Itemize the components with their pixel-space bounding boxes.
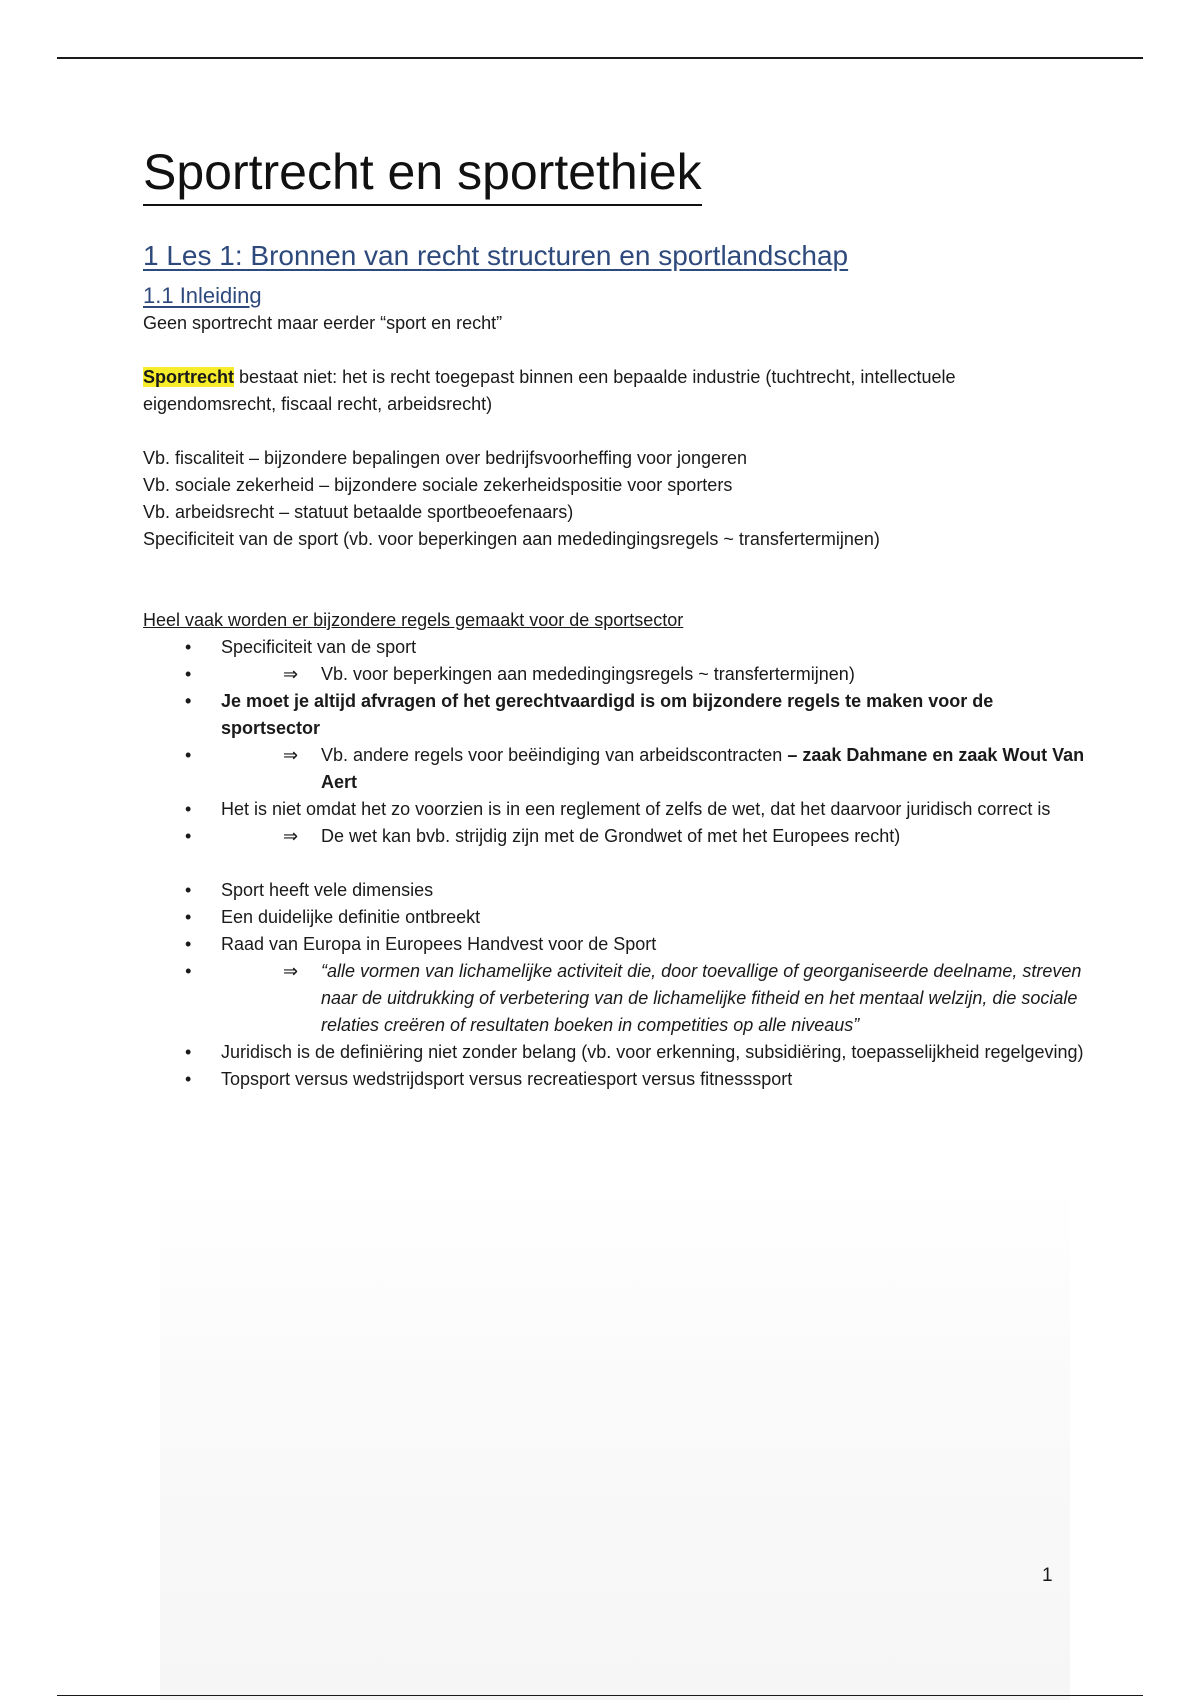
sportrecht-paragraph — [143, 364, 1093, 418]
list-item: • Topsport versus wedstrijdsport versus recreatiesport versus fitnesssport — [143, 1066, 1093, 1093]
section-heading: Heel vaak worden er bijzondere regels gemaakt voor de sportsector — [143, 610, 684, 630]
arrow-icon: • ⇒ — [283, 826, 299, 846]
top-rule — [57, 57, 1143, 59]
intro-line: Geen sportrecht maar eerder “sport en recht” — [143, 313, 503, 333]
bullet-list-definition — [143, 877, 1093, 1093]
sub-item-quote: • ⇒ “alle vormen van lichamelijke activiteit die, door toevallige of georganiseerde deelname, streven naar de uitdrukking of verbetering van de lichamelijke fitheid en het mentaal welzijn, die sociale relaties creëren of resultaten boeken in competities op alle niveaus” — [143, 958, 1093, 1039]
bottom-rule — [57, 1695, 1143, 1696]
arrow-icon: • ⇒ — [283, 664, 299, 684]
example-line: Specificiteit van de sport (vb. voor beperkingen aan mededingingsregels ~ transfertermijnen) — [143, 529, 880, 549]
document-page — [143, 140, 1093, 1093]
scan-shade — [160, 1180, 1070, 1700]
list-item: • Het is niet omdat het zo voorzien is in een reglement of zelfs de wet, dat het daarvoor juridisch correct is — [143, 796, 1093, 823]
list-item: • Een duidelijke definitie ontbreekt — [143, 904, 1093, 931]
arrow-icon: • ⇒ — [283, 745, 299, 765]
list-item: • Specificiteit van de sport — [143, 634, 1093, 661]
bullet-list-rules — [143, 634, 1093, 850]
paragraph-text: bestaat niet: het is recht toegepast binnen een bepaalde industrie (tuchtrecht, intellectuele eigendomsrecht, fiscaal recht, arbeidsrecht) — [143, 367, 956, 414]
list-item: • Je moet je altijd afvragen of het gerechtvaardigd is om bijzondere regels te maken voor de sportsector — [143, 688, 1093, 742]
heading-level-2: 1.1 Inleiding — [143, 283, 262, 308]
list-item: • Raad van Europa in Europees Handvest voor de Sport — [143, 931, 1093, 958]
sub-item: • ⇒ Vb. andere regels voor beëindiging van arbeidscontracten – zaak Dahmane en zaak Wout Van Aert — [143, 742, 1093, 796]
list-item: • Sport heeft vele dimensies — [143, 877, 1093, 904]
example-line: Vb. fiscaliteit – bijzondere bepalingen over bedrijfsvoorheffing voor jongeren — [143, 448, 748, 468]
list-item: • Juridisch is de definiëring niet zonder belang (vb. voor erkenning, subsidiëring, toepasselijkheid regelgeving) — [143, 1039, 1093, 1066]
document-title: Sportrecht en sportethiek — [143, 140, 702, 206]
arrow-icon: • ⇒ — [283, 961, 299, 981]
heading-level-1: 1 Les 1: Bronnen van recht structuren en sportlandschap — [143, 240, 849, 271]
example-line: Vb. arbeidsrecht – statuut betaalde sportbeoefenaars) — [143, 502, 574, 522]
highlighted-term: Sportrecht — [143, 367, 235, 387]
page-number: 1 — [1042, 1565, 1053, 1586]
example-line: Vb. sociale zekerheid – bijzondere sociale zekerheidspositie voor sporters — [143, 475, 733, 495]
sub-item: • ⇒ De wet kan bvb. strijdig zijn met de Grondwet of met het Europees recht) — [143, 823, 1093, 850]
sub-item: • ⇒ Vb. voor beperkingen aan mededingingsregels ~ transfertermijnen) — [143, 661, 1093, 688]
